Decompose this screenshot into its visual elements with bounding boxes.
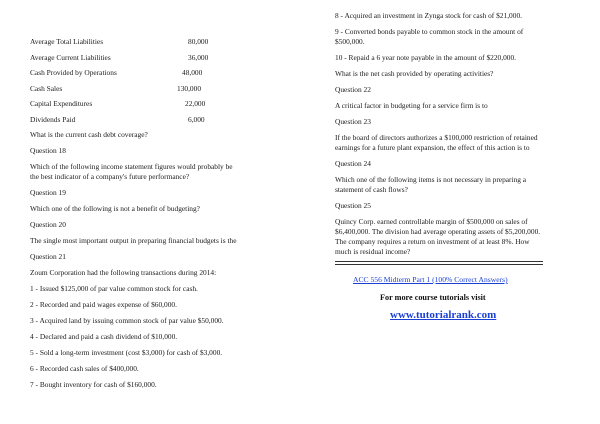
transaction-item: 9 - Converted bonds payable to common stock in the amount of: [335, 27, 524, 36]
question-heading: Question 24: [335, 159, 371, 168]
section-divider: [335, 261, 543, 265]
question-text: Which one of the following is not a benefit of budgeting?: [30, 204, 200, 213]
financial-label: Cash Provided by Operations: [30, 68, 117, 77]
question-text: The single most important output in preparing financial budgets is the: [30, 236, 237, 245]
question-heading: Question 25: [335, 201, 371, 210]
question-text: Which of the following income statement figures would probably be: [30, 162, 233, 171]
course-link[interactable]: ACC 556 Midterm Part 1 (100% Correct Answers): [353, 275, 508, 284]
question-text: Zoum Corporation had the following transactions during 2014:: [30, 268, 217, 277]
financial-value: 36,000: [188, 53, 209, 62]
question-heading: Question 23: [335, 117, 371, 126]
financial-label: Average Current Liabilities: [30, 53, 111, 62]
transaction-item: 1 - Issued $125,000 of par value common stock for cash.: [30, 284, 198, 293]
question-heading: Question 21: [30, 252, 66, 261]
question-text: much is residual income?: [335, 247, 411, 256]
cta-text: For more course tutorials visit: [380, 293, 486, 302]
question-text: What is the net cash provided by operating activities?: [335, 69, 494, 78]
question-text: the best indicator of a company's future performance?: [30, 172, 190, 181]
transaction-item: 10 - Repaid a 6 year note payable in the amount of $220,000.: [335, 53, 517, 62]
financial-label: Dividends Paid: [30, 115, 76, 124]
question-text: If the board of directors authorizes a $100,000 restriction of retained: [335, 133, 538, 142]
question-heading: Question 19: [30, 188, 66, 197]
financial-value: 80,000: [188, 37, 209, 46]
question-text: $6,400,000. The division had average operating assets of $5,200,000.: [335, 227, 541, 236]
financial-value: 22,000: [185, 99, 206, 108]
question-text: earnings for a future plant expansion, the effect of this action is to: [335, 143, 530, 152]
question-text: Quincy Corp. earned controllable margin of $500,000 on sales of: [335, 217, 528, 226]
transaction-item: 2 - Recorded and paid wages expense of $60,000.: [30, 300, 177, 309]
question-text: A critical factor in budgeting for a service firm is to: [335, 101, 488, 110]
financial-label: Capital Expenditures: [30, 99, 93, 108]
question-heading: Question 20: [30, 220, 66, 229]
question-text: The company requires a return on investment of at least 8%. How: [335, 237, 530, 246]
transaction-item: 7 - Bought inventory for cash of $160,000.: [30, 380, 157, 389]
transaction-item: 5 - Sold a long-term investment (cost $3,000) for cash of $3,000.: [30, 348, 223, 357]
question-heading: Question 18: [30, 146, 66, 155]
question-text: Which one of the following items is not necessary in preparing a: [335, 175, 527, 184]
transaction-item: 8 - Acquired an investment in Zynga stock for cash of $21,000.: [335, 11, 522, 20]
transaction-item: 6 - Recorded cash sales of $400,000.: [30, 364, 139, 373]
website-link[interactable]: www.tutorialrank.com: [390, 309, 497, 321]
financial-label: Average Total Liabilities: [30, 37, 104, 46]
transaction-item: 3 - Acquired land by issuing common stock of par value $50,000.: [30, 316, 224, 325]
question-text: What is the current cash debt coverage?: [30, 130, 148, 139]
transaction-item: $500,000.: [335, 37, 365, 46]
transaction-item: 4 - Declared and paid a cash dividend of $10,000.: [30, 332, 178, 341]
financial-value: 48,000: [182, 68, 203, 77]
question-heading: Question 22: [335, 85, 371, 94]
question-text: statement of cash flows?: [335, 185, 408, 194]
financial-value: 130,000: [177, 84, 202, 93]
financial-label: Cash Sales: [30, 84, 63, 93]
financial-value: 6,000: [188, 115, 205, 124]
